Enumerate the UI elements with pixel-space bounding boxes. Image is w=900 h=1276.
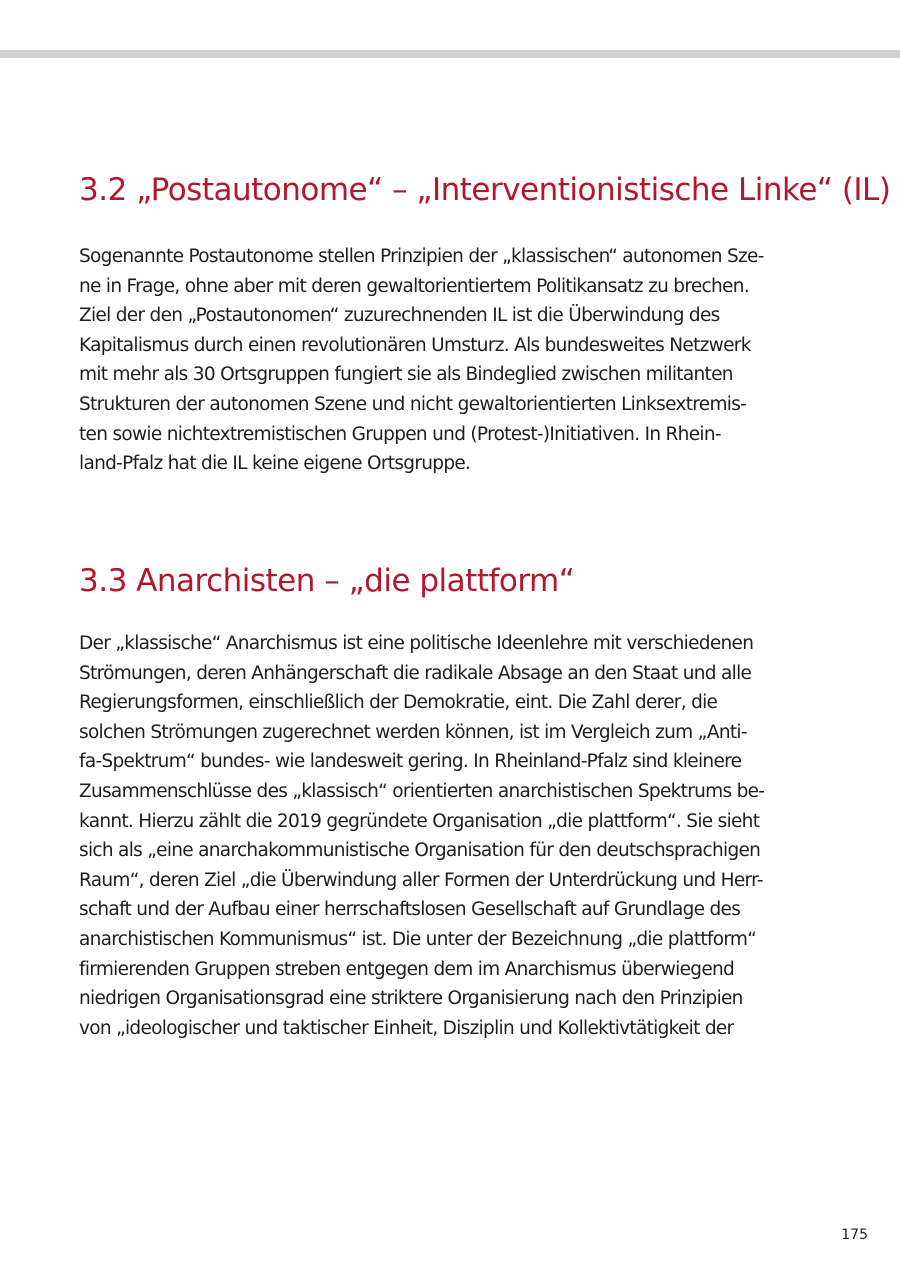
section-heading-3-2: 3.2 „Postautonome“ – „Interventionistische Linke“ (IL) <box>79 172 891 208</box>
text-line: Regierungsformen, einschließlich der Demokratie, eint. Die Zahl derer, die <box>79 692 718 714</box>
page-number: 175 <box>841 1227 868 1243</box>
text-line: mit mehr als 30 Ortsgruppen fungiert sie als Bindeglied zwischen militanten <box>79 364 733 386</box>
text-line: schaft und der Aufbau einer herrschaftslosen Gesellschaft auf Grundlage des <box>79 899 741 921</box>
text-line: Der „klassische“ Anarchismus ist eine politische Ideenlehre mit verschiedenen <box>79 633 754 654</box>
text-line: Strukturen der autonomen Szene und nicht gewaltorientierten Linksextremis- <box>79 393 747 415</box>
text-line: niedrigen Organisationsgrad eine striktere Organisierung nach den Prinzipien <box>79 988 743 1010</box>
text-line: firmierenden Gruppen streben entgegen dem im Anarchismus überwiegend <box>79 958 735 980</box>
text-line: fa-Spektrum“ bundes- wie landesweit gering. In Rheinland-Pfalz sind kleinere <box>79 751 742 773</box>
text-line: solchen Strömungen zugerechnet werden können, ist im Vergleich zum „Anti- <box>79 721 747 743</box>
section-heading-3-3: 3.3 Anarchisten – „die plattform“ <box>79 563 575 599</box>
text-line: anarchistischen Kommunismus“ ist. Die unter der Bezeichnung „die plattform“ <box>79 928 757 950</box>
text-line: Ziel der den „Postautonomen“ zuzurechnenden IL ist die Überwindung des <box>79 305 720 327</box>
section-3-3-body <box>79 629 764 1043</box>
text-line: Raum“, deren Ziel „die Überwindung aller Formen der Unterdrückung und Herr- <box>79 869 763 891</box>
text-line: ne in Frage, ohne aber mit deren gewaltorientiertem Politikansatz zu brechen. <box>79 275 749 297</box>
text-line: von „ideologischer und taktischer Einheit, Disziplin und Kollektivtätigkeit der <box>79 1017 734 1039</box>
text-line: Kapitalismus durch einen revolutionären Umsturz. Als bundesweites Netzwerk <box>79 334 751 356</box>
text-line: kannt. Hierzu zählt die 2019 gegründete Organisation „die plattform“. Sie sieht <box>79 810 760 832</box>
section-3-2-body <box>79 242 764 479</box>
text-line: land-Pfalz hat die IL keine eigene Ortsgruppe. <box>79 453 471 475</box>
header-rule <box>0 50 900 58</box>
text-line: sich als „eine anarchakommunistische Organisation für den deutschsprachigen <box>79 840 761 862</box>
text-line: Zusammenschlüsse des „klassisch“ orientierten anarchistischen Spektrums be- <box>79 780 765 802</box>
text-line: Sogenannte Postautonome stellen Prinzipien der „klassischen“ autonomen Sze- <box>79 246 764 267</box>
text-line: Strömungen, deren Anhängerschaft die radikale Absage an den Staat und alle <box>79 662 752 684</box>
text-line: ten sowie nichtextremistischen Gruppen und (Protest-)Initiativen. In Rhein- <box>79 423 721 445</box>
